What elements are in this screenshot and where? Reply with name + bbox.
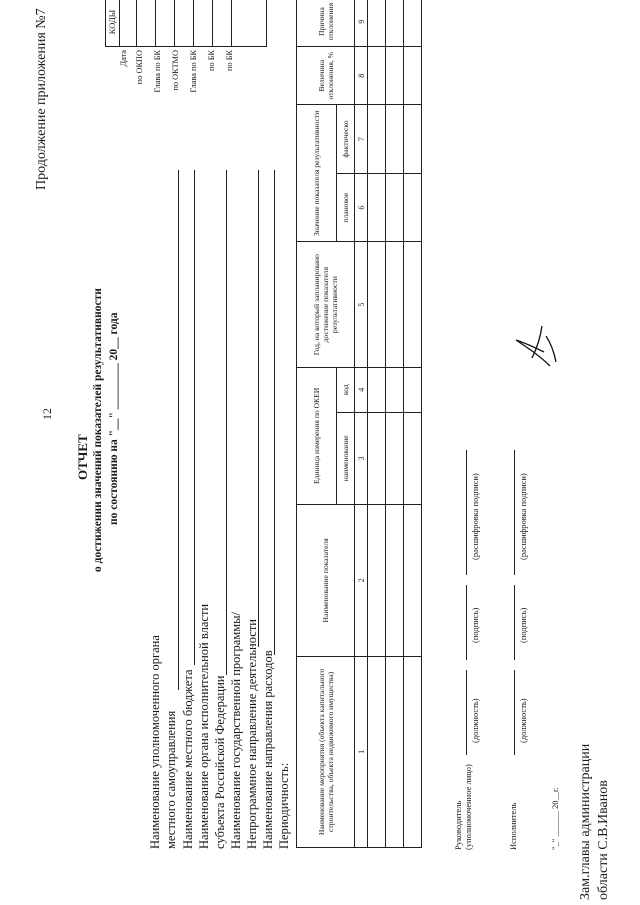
table-cell — [404, 504, 422, 656]
head-transcript-line — [466, 450, 467, 575]
code-label-bk-2: по БК — [225, 50, 234, 71]
field-local-budget: Наименование местного бюджета — [181, 669, 195, 849]
header-reason: Причина отклонения — [297, 0, 355, 47]
header-indicator: Наименование показателя — [297, 504, 355, 656]
executor-transcript-line — [514, 450, 515, 575]
code-label-okpo: по ОКПО — [135, 50, 144, 85]
table-cell — [386, 504, 404, 656]
field-executive-underline — [226, 170, 227, 675]
header-unit-name: наименование — [337, 412, 355, 504]
executor-position-line — [514, 670, 515, 755]
column-number: 2 — [355, 504, 368, 656]
table-cell — [404, 412, 422, 504]
header-year: Год, на который запланировано достижение показателя результативности — [297, 242, 355, 367]
field-local-budget-underline — [194, 170, 195, 665]
table-cell — [404, 367, 422, 412]
column-number: 7 — [355, 105, 368, 174]
column-number: 5 — [355, 242, 368, 367]
table-cell — [386, 656, 404, 847]
head-position-hint: (должность) — [470, 698, 480, 743]
head-signature-hint: (подпись) — [470, 607, 480, 643]
field-authority-line2: местного самоуправления — [164, 710, 178, 849]
column-number: 9 — [355, 0, 368, 47]
code-cell — [156, 0, 175, 46]
executor-signature-hint: (подпись) — [518, 607, 528, 643]
table-cell — [386, 412, 404, 504]
executor-position-hint: (должность) — [518, 698, 528, 743]
handwritten-signature — [510, 320, 558, 370]
table-cell — [404, 656, 422, 847]
table-cell — [386, 105, 404, 174]
code-cell — [194, 0, 213, 46]
code-label-date: Дата — [119, 50, 128, 67]
table-cell — [404, 47, 422, 105]
code-label-glava-2: Глава по БК — [189, 50, 198, 93]
table-cell — [386, 242, 404, 367]
report-date-line: по состоянию на "__" ________ 20__ года — [108, 312, 120, 525]
head-transcript-hint: (расшифровка подписи) — [470, 473, 480, 560]
code-cell — [175, 0, 194, 46]
table-cell — [368, 0, 386, 47]
table-cell — [368, 173, 386, 242]
field-authority-underline — [178, 170, 179, 690]
executor-label: Исполнитель — [508, 802, 518, 850]
table-cell — [386, 47, 404, 105]
table-cell — [368, 367, 386, 412]
column-number: 6 — [355, 173, 368, 242]
table-cell — [404, 0, 422, 47]
table-cell — [404, 173, 422, 242]
executor-signature-line — [514, 585, 515, 660]
header-value: Значение показателя результативности — [297, 105, 337, 242]
header-unit-code: код — [337, 367, 355, 412]
table-cell — [368, 242, 386, 367]
code-cell — [120, 0, 137, 46]
header-event: Наименование мероприятия (объекта капитального строительства, объекта недвижимого имущества) — [297, 656, 355, 847]
date-line: "_" ______ 20__г. — [550, 787, 560, 850]
code-label-glava-1: Глава по БК — [153, 50, 162, 93]
code-label-bk-1: по БК — [207, 50, 216, 71]
report-title: ОТЧЕТ — [75, 434, 90, 480]
table-cell — [386, 0, 404, 47]
field-periodicity: Периодичность: — [277, 762, 291, 849]
table-cell — [368, 412, 386, 504]
table-cell — [368, 656, 386, 847]
column-number: 3 — [355, 412, 368, 504]
head-label: Руководитель — [453, 800, 463, 850]
codes-box — [105, 0, 267, 47]
table-cell — [368, 47, 386, 105]
table-cell — [386, 367, 404, 412]
field-authority-line1: Наименование уполномоченного органа — [148, 635, 162, 849]
head-position-line — [466, 670, 467, 755]
field-executive-line2: субъекта Российской Федерации — [213, 675, 227, 849]
column-number: 1 — [355, 656, 368, 847]
codes-labels — [119, 50, 243, 123]
approval-line2: области С.В.Иванов — [596, 780, 611, 900]
column-number: 4 — [355, 367, 368, 412]
field-executive-line1: Наименование органа исполнительной власти — [197, 603, 211, 849]
header-planned: плановое — [337, 173, 355, 242]
executor-transcript-hint: (расшифровка подписи) — [518, 473, 528, 560]
code-label-oktmo: по ОКТМО — [171, 50, 180, 91]
field-program-line1: Наименование государственной программы/ — [229, 611, 243, 849]
head-signature-line — [466, 585, 467, 660]
indicators-table — [296, 0, 422, 848]
field-expense-direction: Наименование направления расходов — [261, 650, 275, 849]
approval-line1: Зам.главы администрации — [578, 743, 593, 900]
table-cell — [368, 105, 386, 174]
code-cell — [213, 0, 232, 46]
page-number: 12 — [40, 408, 54, 420]
field-program-underline — [258, 170, 259, 647]
column-number: 8 — [355, 47, 368, 105]
field-program-line2: Непрограммное направление деятельности — [245, 619, 259, 849]
report-subtitle: о достижении значений показателей результативности — [92, 288, 104, 572]
header-actual: фактическо — [337, 105, 355, 174]
table-cell — [386, 173, 404, 242]
head-sublabel: (уполномоченное лицо) — [463, 764, 473, 850]
appendix-caption: Продолжение приложения №7 — [34, 8, 49, 190]
field-expense-underline — [274, 170, 275, 655]
codes-header: КОДЫ — [106, 0, 120, 46]
table-cell — [404, 242, 422, 367]
table-cell — [368, 504, 386, 656]
code-cell — [137, 0, 156, 46]
code-cell — [232, 0, 250, 46]
table-cell — [404, 105, 422, 174]
header-deviation: Величина отклонения, % — [297, 47, 355, 105]
header-unit: Единица измерения по ОКЕИ — [297, 367, 337, 504]
